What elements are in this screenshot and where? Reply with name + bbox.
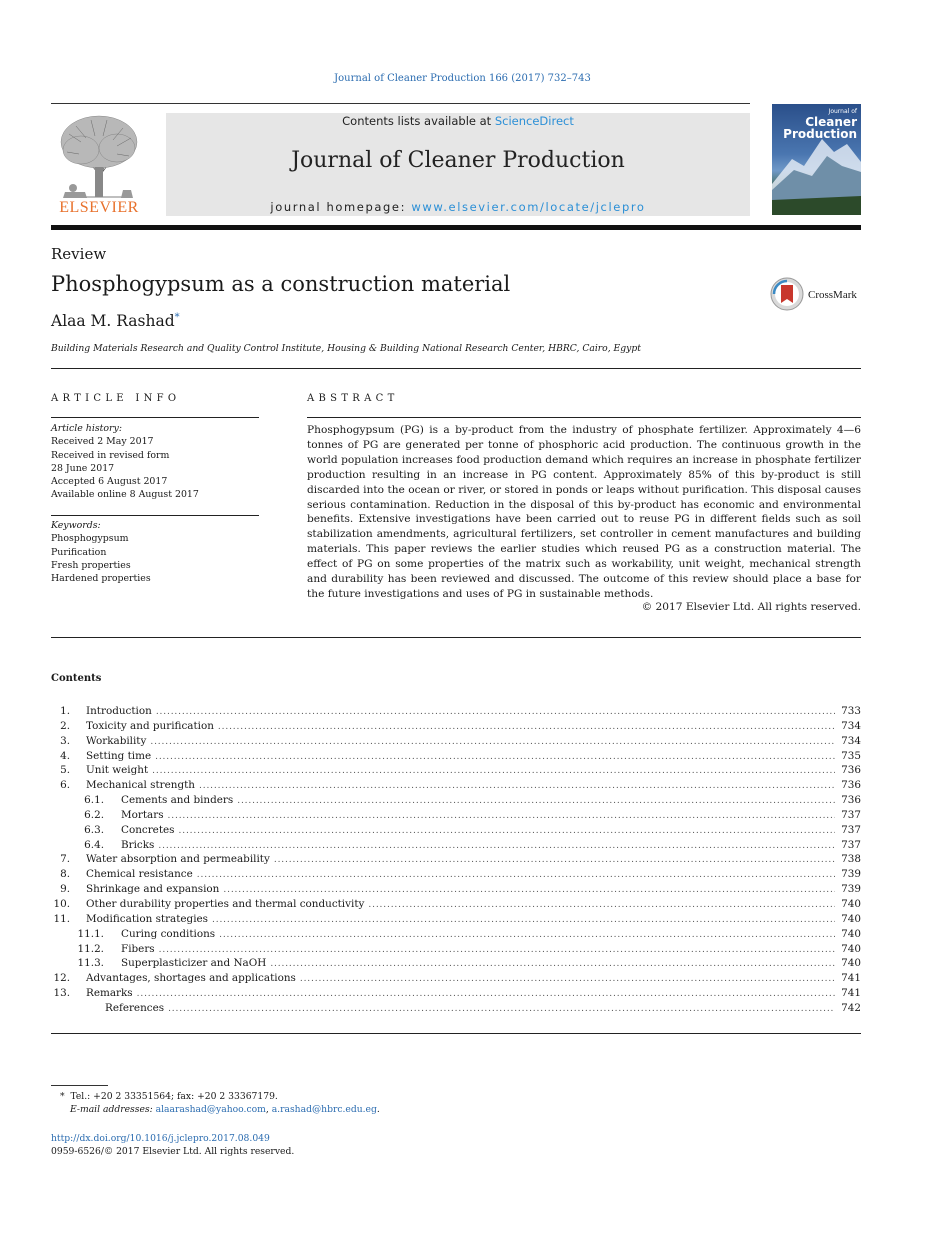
toc-entry-number: 11. [53, 912, 70, 925]
toc-entry-title[interactable]: Toxicity and purification [86, 719, 214, 732]
toc-entry-page: 739 [841, 868, 861, 881]
toc-entry-page: 737 [841, 823, 861, 836]
toc-leader-dots [218, 720, 835, 735]
toc-entry-title[interactable]: Workability [86, 734, 147, 747]
article-history-label: Article history: [51, 423, 122, 434]
author-affiliation: Building Materials Research and Quality Control Institute, Housing & Building National Research Center, HBRC, Cairo, Egypt [51, 343, 641, 354]
abstract-end-rule [51, 637, 861, 638]
keywords-rule [51, 515, 259, 516]
toc-entry-title[interactable]: Fibers [121, 942, 155, 955]
keywords-label: Keywords: [51, 520, 101, 531]
toc-entry[interactable] [51, 912, 861, 927]
toc-entry[interactable] [51, 823, 861, 838]
toc-leader-dots [155, 750, 835, 765]
keyword: Purification [51, 546, 107, 558]
toc-entry-page: 734 [841, 734, 861, 747]
toc-entry[interactable] [51, 763, 861, 778]
header-thick-rule [51, 225, 861, 230]
corresponding-author-footnote [60, 1091, 278, 1102]
sciencedirect-link[interactable]: ScienceDirect [494, 114, 574, 128]
toc-entry-number: 11.2. [77, 942, 104, 955]
toc-entry-title[interactable]: Modification strategies [86, 912, 209, 925]
toc-entry-number: 9. [60, 883, 70, 896]
toc-entry[interactable] [51, 971, 861, 986]
journal-cover-image[interactable] [772, 104, 861, 215]
toc-entry-page: 740 [841, 912, 861, 925]
toc-entry-number: 10. [53, 897, 70, 910]
toc-entry-page: 736 [841, 764, 861, 777]
toc-leader-dots [137, 987, 835, 1002]
toc-leader-dots [179, 824, 836, 839]
toc-entry[interactable] [51, 852, 861, 867]
author-footnote-mark[interactable]: * [174, 312, 180, 323]
toc-leader-dots [168, 1002, 835, 1017]
author-name: Alaa M. Rashad [51, 312, 175, 331]
article-info-heading: ARTICLE INFO [51, 393, 181, 404]
email-label: E-mail addresses: [70, 1104, 153, 1115]
toc-leader-dots [219, 928, 835, 943]
toc-entry-page: 734 [841, 719, 861, 732]
toc-leader-dots [152, 764, 835, 779]
toc-entry-title[interactable]: Bricks [121, 838, 155, 851]
toc-entry-title[interactable]: Advantages, shortages and applications [86, 972, 296, 985]
toc-entry-page: 739 [841, 883, 861, 896]
cover-small-text: Journal of [828, 108, 857, 115]
toc-entry-number: 6.3. [84, 823, 104, 836]
toc-leader-dots [300, 972, 835, 987]
toc-entry-page: 735 [841, 749, 861, 762]
cover-title [783, 108, 857, 140]
toc-entry-page: 738 [841, 853, 861, 866]
toc-entry-number: 7. [60, 853, 70, 866]
keywords-block [51, 519, 259, 585]
contact-numbers: Tel.: +20 2 33351564; fax: +20 2 33367179. [70, 1091, 278, 1102]
toc-entry-page: 741 [841, 972, 861, 985]
email-end: . [376, 1104, 380, 1115]
toc-entry[interactable] [51, 867, 861, 882]
toc-entry-page: 740 [841, 927, 861, 940]
homepage-link[interactable]: www.elsevier.com/locate/jclepro [411, 200, 646, 214]
keyword: Hardened properties [51, 573, 151, 585]
toc-entry[interactable] [51, 897, 861, 912]
toc-leader-dots [274, 853, 835, 868]
history-entry: Received 2 May 2017 [51, 436, 154, 448]
footnote-mark: * [60, 1091, 65, 1102]
toc-leader-dots [197, 868, 835, 883]
toc-entry-title[interactable]: Other durability properties and thermal conductivity [86, 897, 365, 910]
crossmark-icon[interactable] [770, 277, 804, 311]
toc-entry-title[interactable]: Introduction [86, 705, 152, 717]
email-link[interactable]: a.rashad@hbrc.edu.eg [271, 1104, 377, 1115]
journal-title: Journal of Cleaner Production [291, 148, 625, 173]
abstract-copyright: © 2017 Elsevier Ltd. All rights reserved. [641, 601, 861, 613]
header-rule [51, 103, 750, 104]
toc-leader-dots [223, 883, 835, 898]
toc-entry-number: 2. [60, 719, 70, 732]
toc-leader-dots [156, 705, 835, 720]
toc-entry[interactable] [51, 942, 861, 957]
homepage-label: journal homepage: [270, 200, 412, 214]
abstract-heading: ABSTRACT [307, 393, 399, 404]
toc-entry-number: 5. [60, 764, 70, 777]
toc-entry-number: 6. [60, 779, 70, 792]
toc-entry[interactable] [51, 704, 861, 719]
toc-entry-number: 6.1. [84, 794, 104, 807]
toc-entry-page: 737 [841, 808, 861, 821]
article-type: Review [51, 245, 107, 263]
toc-entry-page: 740 [841, 942, 861, 955]
toc-leader-dots [212, 913, 835, 928]
contents-available-line [166, 114, 750, 128]
toc-entry[interactable] [51, 986, 861, 1001]
issn-copyright: 0959-6526/© 2017 Elsevier Ltd. All rights reserved. [51, 1146, 295, 1157]
toc-leader-dots [150, 735, 835, 750]
toc-entry-page: 733 [841, 705, 861, 717]
toc-entry-title[interactable]: Superplasticizer and NaOH [121, 957, 267, 970]
article-info-rule [51, 417, 259, 418]
toc-entry[interactable] [51, 719, 861, 734]
toc-leader-dots [199, 779, 835, 794]
toc-entry-title[interactable]: Mechanical strength [86, 779, 195, 792]
toc-entry-page: 740 [841, 897, 861, 910]
toc-entry-title[interactable]: Concretes [121, 823, 175, 836]
crossmark-label[interactable]: CrossMark [808, 289, 857, 301]
toc-entry-number: 4. [60, 749, 70, 762]
toc-entry-number: 8. [60, 868, 70, 881]
journal-homepage-line [166, 200, 750, 214]
toc-entry-title[interactable]: Mortars [121, 808, 164, 821]
contents-available-text: Contents lists available at [342, 114, 495, 128]
article-history [51, 422, 259, 502]
history-entry: 28 June 2017 [51, 462, 115, 474]
toc-entry[interactable] [51, 1001, 861, 1016]
toc-leader-dots [270, 957, 835, 972]
toc-entry-title[interactable]: Shrinkage and expansion [86, 883, 220, 896]
toc-entry-number: 3. [60, 734, 70, 747]
toc-entry-number: 13. [53, 987, 70, 1000]
toc-entry-page: 741 [841, 987, 861, 1000]
toc-entry-title[interactable]: Chemical resistance [86, 868, 193, 881]
toc-entry-page: 740 [841, 957, 861, 970]
toc-entry-page: 742 [841, 1001, 861, 1014]
toc-entry[interactable] [51, 778, 861, 793]
journal-citation[interactable]: Journal of Cleaner Production 166 (2017) 732–743 [334, 73, 591, 84]
toc-leader-dots [368, 898, 835, 913]
toc-entry[interactable] [51, 838, 861, 853]
toc-entry-title[interactable]: Cements and binders [121, 794, 234, 807]
publisher-name: ELSEVIER [59, 199, 139, 216]
title-block-rule [51, 368, 861, 369]
toc-entry[interactable] [51, 749, 861, 764]
article-title: Phosphogypsum as a construction material [51, 272, 511, 296]
keyword: Phosphogypsum [51, 533, 129, 545]
abstract-text: Phosphogypsum (PG) is a by-product from the industry of phosphate fertilizer. Approximately 4—6 tonnes of PG are generated per tonne of phosphoric acid production. The continuous growth in the world population increases food production demand which requires an increase in phosphate fertilizer production resulting in an increase in PG content. Approximately 85% of this by-product is still discarded into the ocean or river, or stored in ponds or leaps without purification. This disposal causes serious contamination. Reduction in the disposal of this by-product has economic and environmental benefits. Extensive investigations have been carried out to reuse PG in different fields such as soil stabilization amendments, agricultural fertilizers, set controller in cement manufactures and building materials. This paper reviews the earlier studies which reused PG as a construction material. The effect of PG on some properties of the matrix such as workability, unit weight, mechanical strength and durability has been reviewed and discussed. The outcome of this review should place a base for the future investigations and uses of PG in sustainable methods. [307, 424, 861, 600]
toc-entry-title[interactable]: Setting time [86, 749, 152, 762]
toc-entry-title[interactable]: References [105, 1001, 165, 1014]
toc-entry[interactable] [51, 927, 861, 942]
keyword: Fresh properties [51, 559, 131, 571]
history-entry: Received in revised form [51, 449, 170, 461]
toc-entry[interactable] [51, 734, 861, 749]
toc-entry[interactable] [51, 956, 861, 971]
toc-leader-dots [168, 809, 835, 824]
doi-link[interactable]: http://dx.doi.org/10.1016/j.jclepro.2017.08.049 [51, 1133, 270, 1144]
toc-entry-page: 737 [841, 838, 861, 851]
email-separator: , [265, 1104, 272, 1115]
cover-title-line1: Cleaner [805, 115, 857, 129]
email-link[interactable]: alaarashad@yahoo.com [155, 1104, 266, 1115]
toc-leader-dots [158, 839, 835, 854]
toc-entry-title[interactable]: Unit weight [86, 764, 149, 777]
toc-entry-title[interactable]: Remarks [86, 987, 133, 1000]
table-of-contents [51, 704, 861, 1016]
history-entry: Available online 8 August 2017 [51, 489, 199, 501]
contents-heading: Contents [51, 673, 102, 684]
footnote-rule [51, 1085, 108, 1086]
toc-entry-number: 1. [60, 705, 70, 717]
toc-entry-number: 11.3. [77, 957, 104, 970]
toc-entry-number: 6.4. [84, 838, 104, 851]
toc-entry[interactable] [51, 882, 861, 897]
contents-end-rule [51, 1033, 861, 1034]
toc-leader-dots [159, 943, 835, 958]
toc-entry[interactable] [51, 808, 861, 823]
toc-entry-number: 12. [53, 972, 70, 985]
toc-entry-title[interactable]: Water absorption and permeability [86, 853, 270, 866]
toc-entry-number: 6.2. [84, 808, 104, 821]
abstract-rule [307, 417, 861, 418]
email-footnote [70, 1104, 380, 1115]
toc-entry[interactable] [51, 793, 861, 808]
history-entry: Accepted 6 August 2017 [51, 476, 168, 488]
toc-entry-number: 11.1. [77, 927, 104, 940]
author-line [51, 312, 180, 330]
toc-entry-title[interactable]: Curing conditions [121, 927, 216, 940]
toc-leader-dots [237, 794, 835, 809]
toc-entry-page: 736 [841, 779, 861, 792]
toc-entry-page: 736 [841, 794, 861, 807]
cover-title-line2: Production [783, 127, 857, 141]
